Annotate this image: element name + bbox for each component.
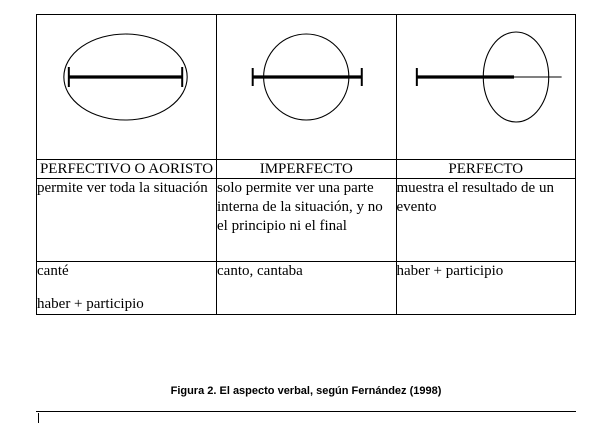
example-item: canto, cantaba <box>217 263 303 279</box>
aspect-table <box>36 14 576 315</box>
heading-perfectivo: PERFECTIVO O AORISTO <box>37 160 217 179</box>
diagram-cell-perfecto <box>396 15 576 160</box>
horizontal-divider <box>36 411 576 412</box>
table-row-descriptions <box>37 179 576 262</box>
table-row-diagrams <box>37 15 576 160</box>
table-row-headings <box>37 160 576 179</box>
text-cursor <box>38 413 39 423</box>
examples-perfecto <box>396 262 576 315</box>
heading-perfecto: PERFECTO <box>396 160 576 179</box>
examples-perfectivo <box>37 262 217 315</box>
example-item: canté <box>37 263 69 279</box>
description-perfecto: muestra el resultado de un evento <box>396 179 576 262</box>
description-perfectivo: permite ver toda la situación <box>37 179 217 262</box>
diagram-tall-ellipse <box>397 15 576 159</box>
examples-imperfecto <box>217 262 396 315</box>
diagram-cell-imperfecto <box>217 15 396 160</box>
example-item: haber + participio <box>396 263 504 279</box>
diagram-wide-ellipse <box>37 15 216 159</box>
heading-imperfecto: IMPERFECTO <box>217 160 396 179</box>
description-imperfecto: solo permite ver una parte interna de la situación, y no el principio ni el final <box>217 179 396 262</box>
table-row-examples <box>37 262 576 315</box>
diagram-circle <box>217 15 395 159</box>
diagram-cell-perfectivo <box>37 15 217 160</box>
example-item: haber + participio <box>37 296 144 312</box>
figure-caption: Figura 2. El aspecto verbal, según Fernández (1998) <box>170 385 442 397</box>
